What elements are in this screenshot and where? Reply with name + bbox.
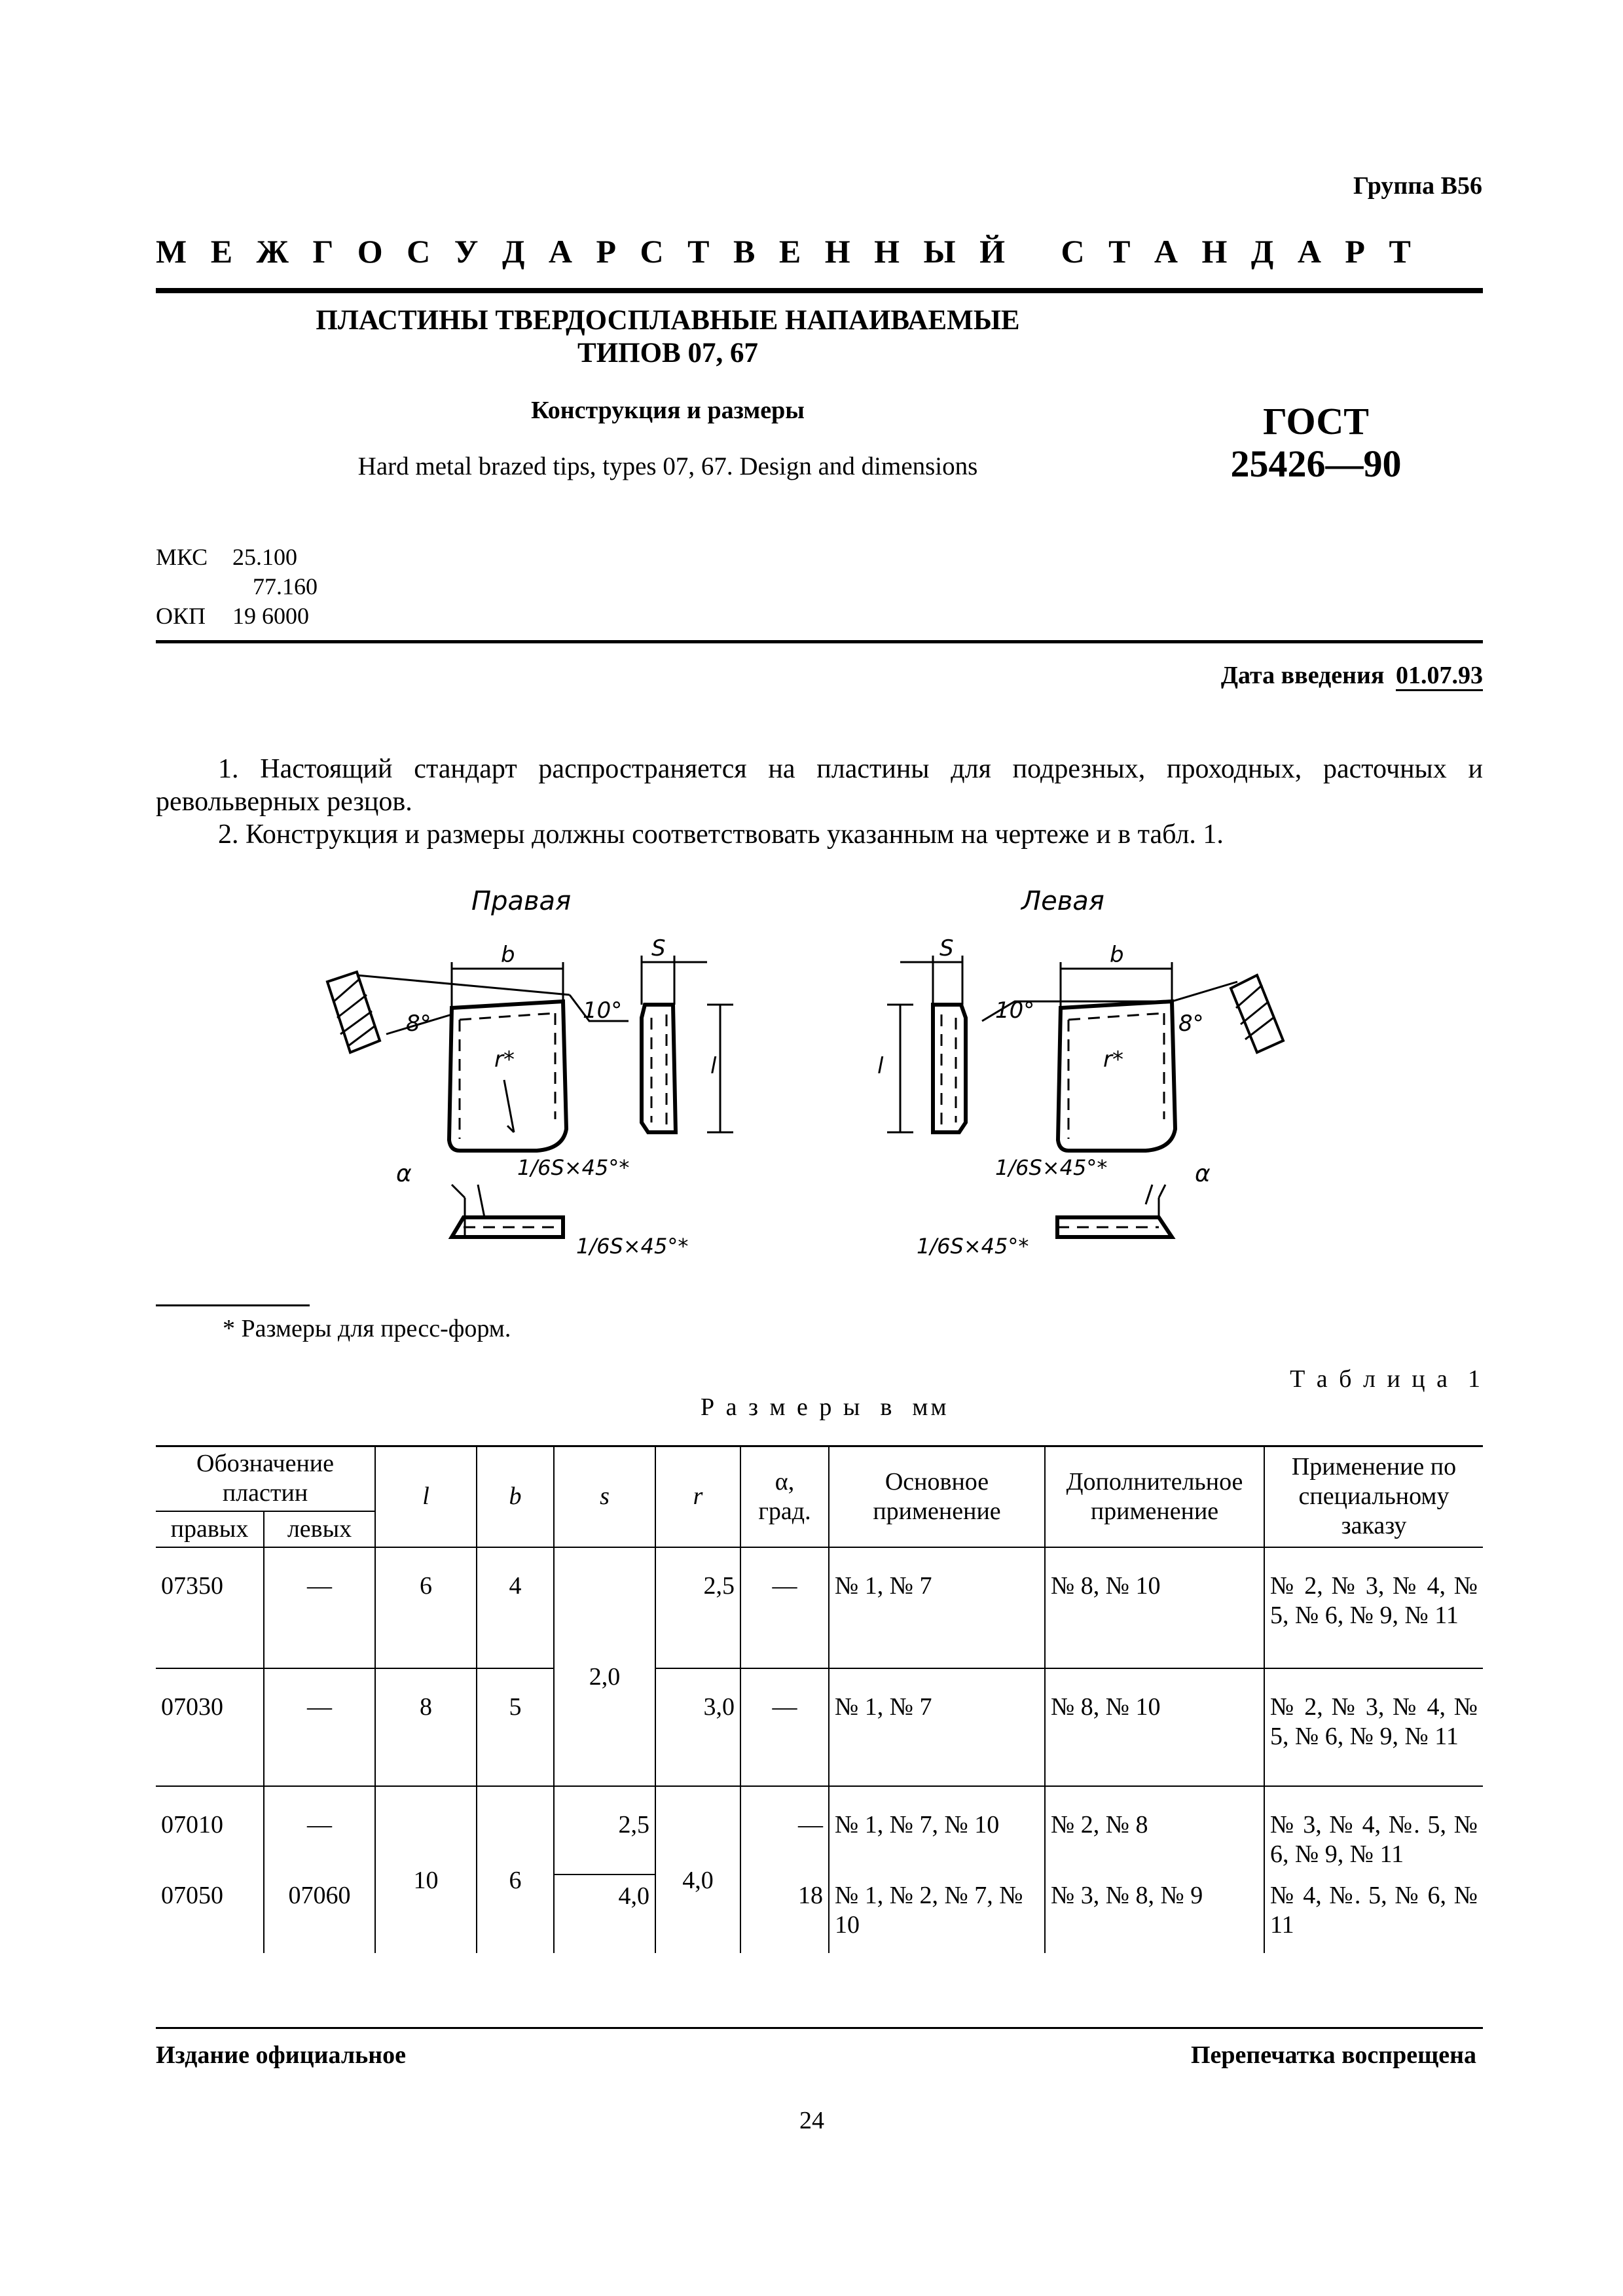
cell-alpha: — bbox=[740, 1668, 829, 1786]
cell-order: № 2, № 3, № 4, № 5, № 6, № 9, № 11 bbox=[1264, 1668, 1483, 1786]
left-plate-alpha bbox=[1057, 1217, 1172, 1237]
cell-b: 4 bbox=[477, 1547, 554, 1668]
th-alpha: α, град. bbox=[740, 1446, 829, 1547]
cell-left: — bbox=[264, 1668, 375, 1786]
cell-main: № 1, № 7 bbox=[829, 1668, 1045, 1786]
th-r: r bbox=[655, 1446, 740, 1547]
table-units: Р а з м е р ы в мм bbox=[701, 1393, 949, 1421]
left-angle-8: 8° bbox=[1178, 1011, 1204, 1037]
table-caption: Т а б л и ц а 1 bbox=[1290, 1365, 1483, 1393]
page-number: 24 bbox=[799, 2107, 824, 2134]
left-dim-s: S bbox=[939, 935, 954, 961]
footer-left: Издание официальное bbox=[156, 2041, 407, 2069]
right-dim-l: l bbox=[710, 1053, 717, 1079]
right-dim-s: S bbox=[651, 935, 666, 961]
dimensions-table bbox=[156, 1446, 1483, 1953]
right-label: Правая bbox=[471, 886, 572, 916]
body-text bbox=[156, 753, 1483, 851]
cell-extra: № 3, № 8, № 9 bbox=[1045, 1874, 1264, 1953]
cell-r: 2,5 bbox=[655, 1547, 740, 1668]
cell-l: 6 bbox=[375, 1547, 477, 1668]
cell-b: 5 bbox=[477, 1668, 554, 1786]
intro-date-value: 01.07.93 bbox=[1396, 662, 1483, 691]
paragraph-2: 2. Конструкция и размеры должны соответствовать указанным на чертеже и в табл. 1. bbox=[218, 819, 1224, 850]
right-angle-10: 10° bbox=[583, 997, 623, 1024]
english-title: Hard metal brazed tips, types 07, 67. Design and dimensions bbox=[357, 452, 978, 480]
tip-drawing bbox=[288, 870, 1336, 1289]
gost-label: ГОСТ bbox=[1263, 400, 1369, 442]
right-chamfer-2: 1/6S×45°* bbox=[576, 1234, 689, 1259]
okp-code: 19 6000 bbox=[232, 603, 309, 629]
top-rule bbox=[156, 288, 1483, 293]
cell-right: 07030 bbox=[156, 1668, 264, 1786]
cell-l-merged: 10 bbox=[375, 1786, 477, 1953]
th-main: Основное применение bbox=[829, 1446, 1045, 1547]
left-holder bbox=[1231, 975, 1283, 1052]
th-order: Применение по специальному заказу bbox=[1264, 1446, 1483, 1547]
cell-alpha: — bbox=[740, 1786, 829, 1874]
footnote: * Размеры для пресс-форм. bbox=[223, 1315, 511, 1342]
left-dim-r: r* bbox=[1103, 1047, 1123, 1073]
left-alpha: α bbox=[1195, 1160, 1211, 1187]
right-chamfer-1: 1/6S×45°* bbox=[517, 1155, 630, 1180]
codes-rule bbox=[156, 640, 1483, 643]
th-designation: Обозначение пластин bbox=[156, 1446, 375, 1511]
subtitle: Конструкция и размеры bbox=[531, 397, 805, 424]
right-alpha: α bbox=[396, 1160, 412, 1187]
cell-order: № 2, № 3, № 4, № 5, № 6, № 9, № 11 bbox=[1264, 1547, 1483, 1668]
cell-order: № 3, № 4, №. 5, № 6, № 9, № 11 bbox=[1264, 1786, 1483, 1874]
left-plate-plan bbox=[1058, 1001, 1175, 1151]
intro-date bbox=[1221, 661, 1483, 690]
left-label: Левая bbox=[1021, 886, 1104, 916]
cell-alpha: — bbox=[740, 1547, 829, 1668]
mks-label: МКС bbox=[156, 544, 208, 570]
cell-s: 4,0 bbox=[554, 1874, 655, 1953]
left-angle-10: 10° bbox=[995, 997, 1035, 1024]
right-dim-b: b bbox=[501, 942, 515, 968]
cell-right: 07050 bbox=[156, 1874, 264, 1953]
footnote-rule bbox=[156, 1304, 310, 1306]
cell-extra: № 8, № 10 bbox=[1045, 1668, 1264, 1786]
cell-b-merged: 6 bbox=[477, 1786, 554, 1953]
title-line2: ТИПОВ 07, 67 bbox=[577, 338, 758, 368]
th-b: b bbox=[477, 1446, 554, 1547]
table-row bbox=[156, 1547, 1483, 1668]
cell-left: — bbox=[264, 1547, 375, 1668]
left-chamfer-2: 1/6S×45°* bbox=[917, 1234, 1029, 1259]
footer-rule bbox=[156, 2027, 1483, 2029]
intro-date-label: Дата введения bbox=[1220, 662, 1385, 689]
right-dim-r: r* bbox=[494, 1047, 515, 1073]
cell-r-merged: 4,0 bbox=[655, 1786, 740, 1953]
paragraph-1: 1. Настоящий стандарт распространяется на пластины для подрезных, проходных, расточных и револьверных резцов. bbox=[156, 754, 1483, 817]
cell-left: 07060 bbox=[264, 1874, 375, 1953]
right-angle-8: 8° bbox=[406, 1011, 431, 1037]
cell-right: 07350 bbox=[156, 1547, 264, 1668]
table-row bbox=[156, 1668, 1483, 1786]
left-plate-side bbox=[933, 1005, 966, 1132]
table-row bbox=[156, 1786, 1483, 1874]
standard-type: М Е Ж Г О С У Д А Р С Т В Е Н Н Ы Й С Т А Н Д А Р Т bbox=[156, 233, 1419, 270]
title-line1: ПЛАСТИНЫ ТВЕРДОСПЛАВНЫЕ НАПАИВАЕМЫЕ bbox=[316, 305, 1020, 336]
cell-s-merged: 2,0 bbox=[554, 1547, 655, 1786]
cell-main: № 1, № 7 bbox=[829, 1547, 1045, 1668]
group-label: Группа В56 bbox=[1353, 172, 1482, 200]
th-extra: Дополнительное применение bbox=[1045, 1446, 1264, 1547]
cell-r: 3,0 bbox=[655, 1668, 740, 1786]
left-chamfer-1: 1/6S×45°* bbox=[995, 1155, 1108, 1180]
okp-label: ОКП bbox=[156, 603, 206, 629]
cell-order: № 4, №. 5, № 6, № 11 bbox=[1264, 1874, 1483, 1953]
cell-s: 2,5 bbox=[554, 1786, 655, 1874]
cell-extra: № 2, № 8 bbox=[1045, 1786, 1264, 1874]
right-plate-plan bbox=[449, 1001, 566, 1151]
cell-right: 07010 bbox=[156, 1786, 264, 1874]
gost-number: 25426—90 bbox=[1230, 442, 1402, 485]
th-right: правых bbox=[156, 1511, 264, 1547]
footer-right: Перепечатка воспрещена bbox=[1190, 2041, 1476, 2069]
mks-code-2: 77.160 bbox=[253, 573, 318, 600]
th-s: s bbox=[554, 1446, 655, 1547]
cell-left: — bbox=[264, 1786, 375, 1874]
right-plate-side bbox=[642, 1005, 676, 1132]
table-row bbox=[156, 1874, 1483, 1953]
cell-alpha: 18 bbox=[740, 1874, 829, 1953]
left-dim-l: l bbox=[877, 1053, 884, 1079]
left-dim-b: b bbox=[1110, 942, 1124, 968]
cell-l: 8 bbox=[375, 1668, 477, 1786]
cell-main: № 1, № 2, № 7, № 10 bbox=[829, 1874, 1045, 1953]
th-left: левых bbox=[264, 1511, 375, 1547]
cell-extra: № 8, № 10 bbox=[1045, 1547, 1264, 1668]
cell-main: № 1, № 7, № 10 bbox=[829, 1786, 1045, 1874]
mks-code-1: 25.100 bbox=[232, 544, 297, 570]
th-l: l bbox=[375, 1446, 477, 1547]
